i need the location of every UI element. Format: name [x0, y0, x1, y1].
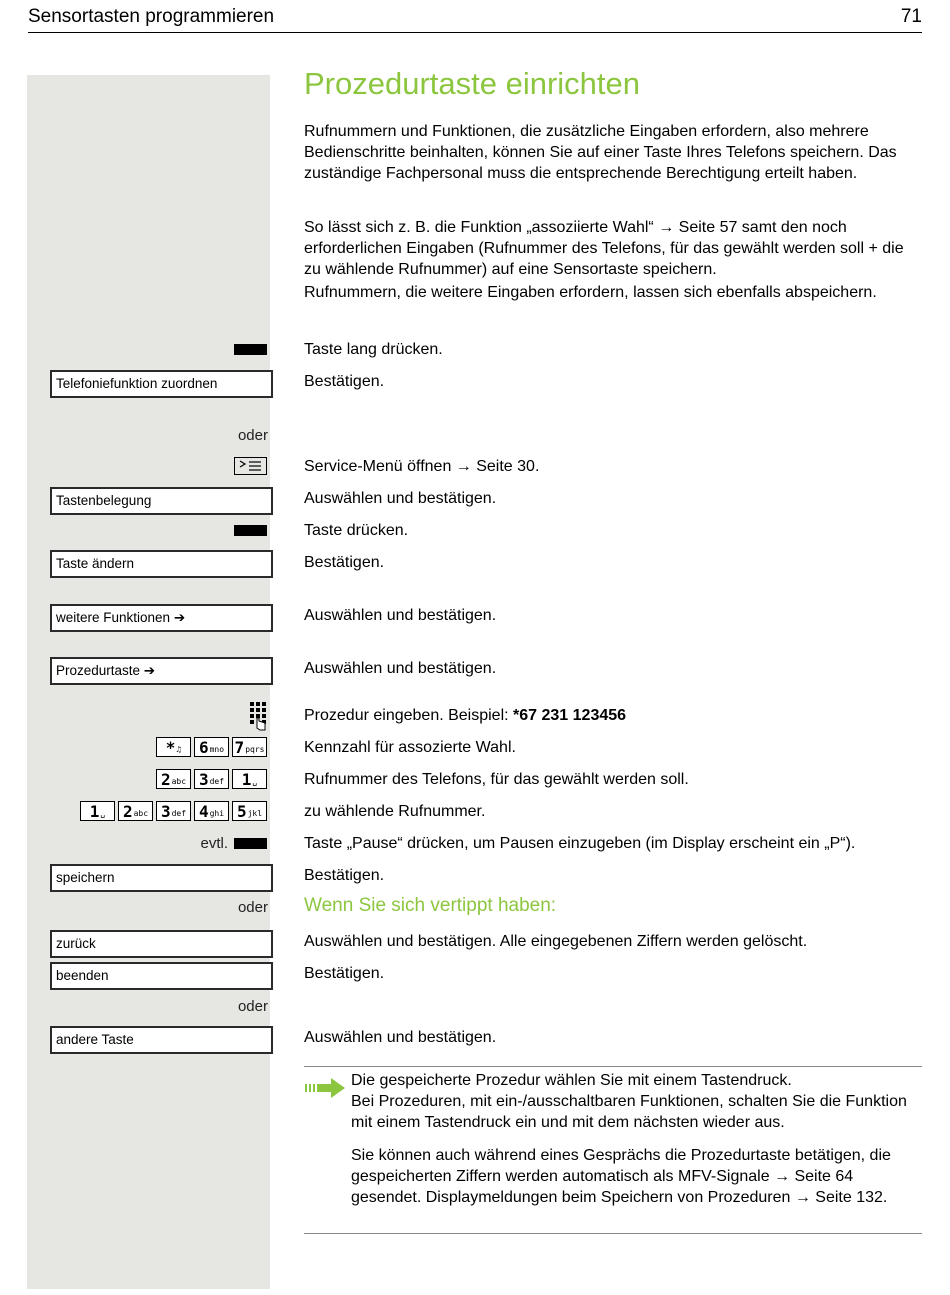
display-option-taste-aendern[interactable]: Taste ändern [50, 550, 273, 578]
step-text: Kennzahl für assozierte Wahl. [304, 739, 516, 756]
or-label: oder [237, 899, 268, 916]
service-menu-icon [234, 457, 267, 475]
display-option-weitere-funktionen[interactable]: weitere Funktionen ➔ [50, 604, 273, 632]
key-digit: 2 [122, 802, 133, 821]
key-letters: abc [171, 777, 187, 786]
sensor-key-icon [234, 344, 267, 355]
intro-paragraph-1: Rufnummern und Funktionen, die zusätzliche Eingaben erfordern, also mehrere Bedienschritte beinhalten, können Sie auf einer Taste Ihres Telefons speichern. Das zuständige Fachpersonal muss die entsprechende Berechtigung erteilt haben. [304, 123, 897, 182]
key-4 [194, 801, 229, 821]
page-number: 71 [900, 6, 922, 27]
display-option-andere-taste[interactable]: andere Taste [50, 1026, 273, 1054]
step-text: Prozedur eingeben. Beispiel: [304, 707, 514, 724]
note-paragraph-2: Sie können auch während eines Gesprächs die Prozedurtaste betätigen, die gespeicherten Ziffern werden automatisch als MFV-Signale → Seite 64 gesendet. Displaymeldungen beim Speichern von Prozeduren → Seite 132. [351, 1147, 891, 1206]
key-digit: 6 [198, 738, 209, 757]
key-5 [232, 801, 267, 821]
step-text-procedure [304, 707, 626, 725]
key-3 [194, 769, 229, 789]
step-text: Bestätigen. [304, 373, 385, 390]
key-letters: ghi [209, 809, 225, 818]
procedure-example: *67 231 123456 [513, 707, 627, 724]
step-text: Taste lang drücken. [304, 341, 443, 358]
note-rule-bottom [304, 1233, 922, 1234]
optional-label: evtl. [200, 835, 228, 852]
key-digit: 7 [234, 738, 245, 757]
step-text: Taste drücken. [304, 522, 409, 539]
step-text: Auswählen und bestätigen. [304, 607, 497, 624]
key-letters: mno [209, 745, 225, 754]
page-title: Prozedurtaste einrichten [304, 66, 641, 101]
key-letters: abc [133, 809, 149, 818]
key-letters: def [209, 777, 225, 786]
step-text: Rufnummer des Telefons, für das gewählt werden soll. [304, 771, 689, 788]
display-option-tastenbelegung[interactable]: Tastenbelegung [50, 487, 273, 515]
key-digit: 5 [236, 802, 247, 821]
intro-paragraph-3: Rufnummern, die weitere Eingaben erfordern, lassen sich ebenfalls abspeichern. [304, 284, 877, 301]
key-star [156, 737, 191, 757]
key-6 [194, 737, 229, 757]
key-1 [232, 769, 267, 789]
display-option-prozedurtaste[interactable]: Prozedurtaste ➔ [50, 657, 273, 685]
key-digit: 2 [160, 770, 171, 789]
key-digit: * [165, 738, 176, 757]
key-letters: ␣ [252, 777, 258, 786]
key-row-code [156, 737, 267, 757]
key-letters: pqrs [245, 745, 265, 754]
key-digit: 3 [198, 770, 209, 789]
key-2 [118, 801, 153, 821]
note-rule-top [304, 1066, 922, 1067]
step-text: Bestätigen. [304, 554, 385, 571]
note-line-1: Die gespeicherte Prozedur wählen Sie mit einem Tastendruck. [351, 1072, 792, 1089]
key-digit: 3 [160, 802, 171, 821]
key-letters: def [171, 809, 187, 818]
step-text: Auswählen und bestätigen. Alle eingegebenen Ziffern werden gelöscht. [304, 933, 808, 950]
key-1 [80, 801, 115, 821]
header-rule [28, 32, 922, 33]
display-option-zurueck[interactable]: zurück [50, 930, 273, 958]
sensor-key-icon [234, 525, 267, 536]
subheading-mistyped: Wenn Sie sich vertippt haben: [304, 895, 557, 916]
key-7 [232, 737, 267, 757]
sensor-key-icon [234, 838, 267, 849]
step-text: Service-Menü öffnen → Seite 30. [304, 458, 540, 475]
display-option-telefoniefunktion[interactable]: Telefoniefunktion zuordnen [50, 370, 273, 398]
display-option-speichern[interactable]: speichern [50, 864, 273, 892]
key-letters: ♫ [176, 745, 182, 754]
intro-paragraph-2: So lässt sich z. B. die Funktion „assoziierte Wahl“ → Seite 57 samt den noch erforderlichen Eingaben (Rufnummer des Telefons, für das gewählt werden soll + die zu wählende Rufnummer) auf eine Sensortaste speichern. [304, 219, 904, 278]
keypad-icon [248, 701, 268, 731]
note-arrow-icon [305, 1077, 347, 1099]
step-text: zu wählende Rufnummer. [304, 803, 486, 820]
step-text: Auswählen und bestätigen. [304, 660, 497, 677]
step-text: Bestätigen. [304, 965, 385, 982]
key-digit: 4 [198, 802, 209, 821]
step-text: Auswählen und bestätigen. [304, 1029, 497, 1046]
page-header-title: Sensortasten programmieren [28, 6, 275, 27]
key-digit: 1 [89, 802, 100, 821]
note-line-2: Bei Prozeduren, mit ein-/ausschaltbaren Funktionen, schalten Sie die Funktion mit einem Tastendruck ein und mit dem nächsten wieder aus. [351, 1093, 907, 1131]
step-text: Taste „Pause“ drücken, um Pausen einzugeben (im Display erscheint ein „P“). [304, 835, 856, 852]
or-label: oder [237, 427, 268, 444]
key-2 [156, 769, 191, 789]
step-text: Bestätigen. [304, 867, 385, 884]
key-row-target-number [80, 801, 267, 821]
key-3 [156, 801, 191, 821]
key-letters: ␣ [100, 809, 106, 818]
or-label: oder [237, 998, 268, 1015]
key-row-phone-number [156, 769, 267, 789]
key-letters: jkl [247, 809, 263, 818]
key-digit: 1 [241, 770, 252, 789]
display-option-beenden[interactable]: beenden [50, 962, 273, 990]
step-text: Auswählen und bestätigen. [304, 490, 497, 507]
